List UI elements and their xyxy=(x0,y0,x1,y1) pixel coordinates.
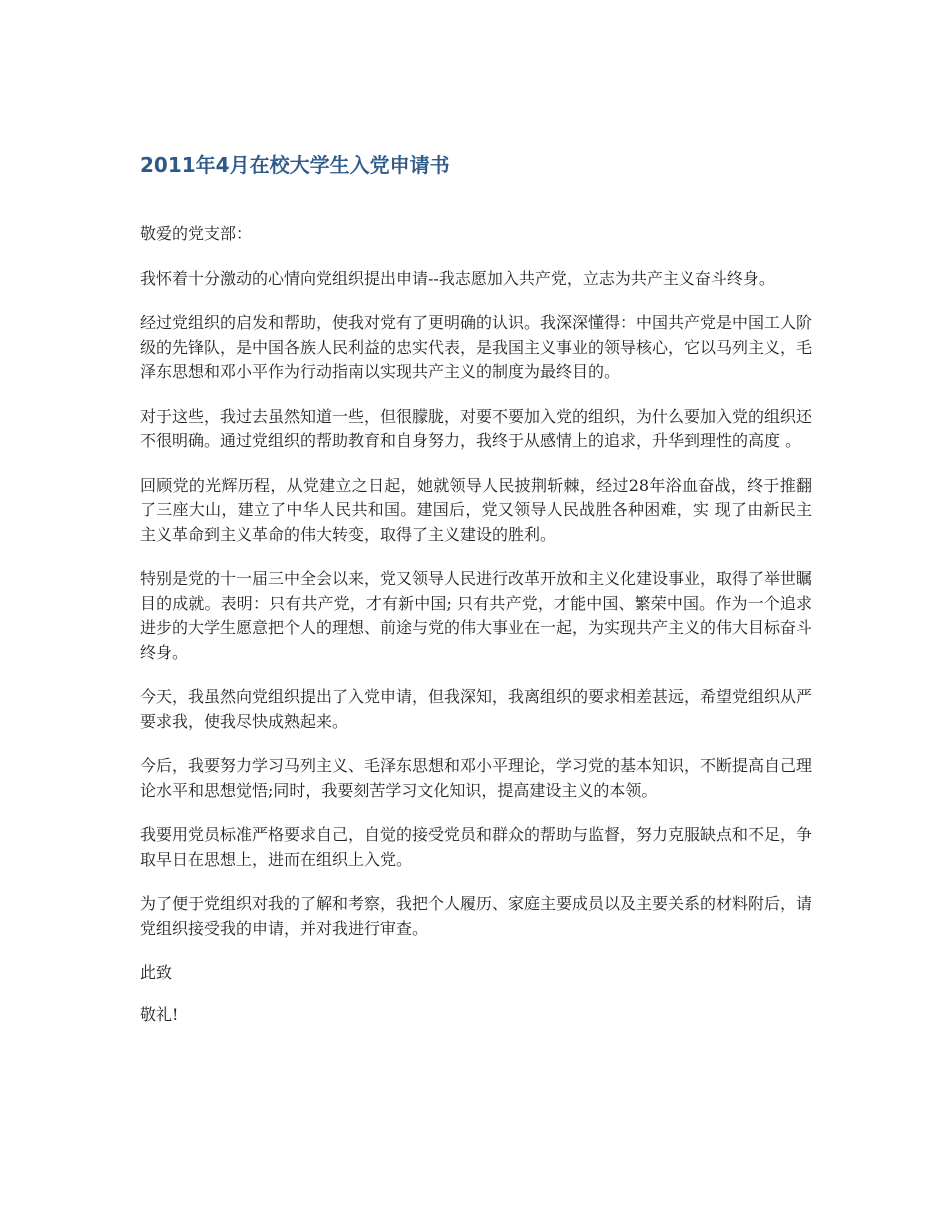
paragraph-past-awareness: 对于这些，我过去虽然知道一些，但很朦胧，对要不要加入党的组织，为什么要加入党的组织还不很明确。通过党组织的帮助教育和自身努力，我终于从感情上的追求，升华到理性的高度 。 xyxy=(140,406,813,450)
document-body xyxy=(140,222,812,1044)
paragraph-party-history: 回顾党的光辉历程，从党建立之日起，她就领导人民披荆斩棘，经过28年浴血奋战，终于推翻了三座大山，建立了中华人民共和国。建国后，党又领导人民战胜各种困难，实 现了由新民主主义革命到主义革命的伟大转变，取得了主义建设的胜利。 xyxy=(140,475,812,544)
document-title: 2011年4月在校大学生入党申请书 xyxy=(140,153,450,177)
closing-cizhi: 此致 xyxy=(140,963,173,982)
paragraph-reform-opening: 特别是党的十一届三中全会以来，党又领导人民进行改革开放和主义化建设事业，取得了举世瞩目的成就。表明：只有共产党，才有新中国; 只有共产党，才能中国、繁荣中国。作为一个追求进步的大学生愿意把个人的理想、前途与党的伟大事业在一起，为实现共产主义的伟大目标奋斗终身。 xyxy=(140,569,813,662)
paragraph-application-intent: 我怀着十分激动的心情向党组织提出申请--我志愿加入共产党，立志为共产主义奋斗终身。 xyxy=(140,268,775,288)
closing-jingli: 敬礼! xyxy=(140,1004,179,1024)
paragraph-review-request: 为了便于党组织对我的了解和考察，我把个人履历、家庭主要成员以及主要关系的材料附后，请党组织接受我的申请，并对我进行审查。 xyxy=(140,894,813,938)
salutation: 敬爱的党支部： xyxy=(140,224,253,243)
paragraph-understanding: 经过党组织的启发和帮助，使我对党有了更明确的认识。我深深懂得：中国共产党是中国工人阶级的先锋队，是中国各族人民利益的忠实代表，是我国主义事业的领导核心，它以马列主义，毛泽东思想和邓小平作为行动指南以实现共产主义的制度为最终目的。 xyxy=(140,313,813,381)
paragraph-today: 今天，我虽然向党组织提出了入党申请，但我深知，我离组织的要求相差甚远，希望党组织从严要求我，使我尽快成熟起来。 xyxy=(140,687,813,731)
paragraph-self-discipline: 我要用党员标准严格要求自己，自觉的接受党员和群众的帮助与监督，努力克服缺点和不足，争取早日在思想上，进而在组织上入党。 xyxy=(140,825,813,869)
paragraph-future-study: 今后，我要努力学习马列主义、毛泽东思想和邓小平理论，学习党的基本知识，不断提高自己理论水平和思想觉悟;同时，我要刻苦学习文化知识，提高建设主义的本领。 xyxy=(140,756,813,800)
